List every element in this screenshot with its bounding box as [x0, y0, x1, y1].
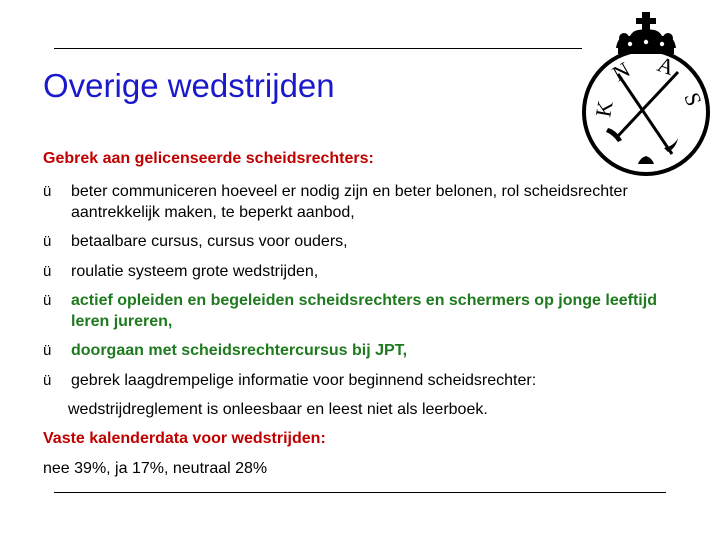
- list-item-text: doorgaan met scheidsrechtercursus bij JPT,: [71, 342, 408, 359]
- logo-letter-a: A: [654, 51, 678, 81]
- bottom-divider: [54, 492, 666, 493]
- crossed-swords-icon: [606, 72, 678, 164]
- check-icon: ü: [43, 372, 52, 389]
- list-item-text: betaalbare cursus, cursus voor ouders,: [71, 233, 348, 250]
- list-item: [43, 290, 683, 332]
- list-item: [43, 231, 683, 252]
- list-item-text: roulatie systeem grote wedstrijden,: [71, 263, 319, 280]
- page-title: Overige wedstrijden: [43, 67, 335, 104]
- top-divider: [54, 48, 582, 49]
- list-item: [43, 261, 683, 282]
- list-item-text: actief opleiden en begeleiden scheidsrechters en schermers op jonge leeftijd leren jureren,: [71, 292, 657, 330]
- list-item-text: gebrek laagdrempelige informatie voor beginnend scheidsrechter:: [71, 372, 537, 389]
- logo-letter-n: N: [608, 56, 635, 87]
- check-icon: ü: [43, 263, 52, 280]
- section-heading-calendar: Vaste kalenderdata voor wedstrijden:: [43, 430, 326, 447]
- list-item: [43, 370, 683, 391]
- knas-logo: [578, 8, 714, 176]
- logo-letter-s: S: [679, 89, 707, 110]
- list-item-text: beter communiceren hoeveel er nodig zijn en beter belonen, rol scheidsrechter aantrekkelijk maken, te beperkt aanbod,: [71, 183, 628, 221]
- crown-icon: [616, 12, 676, 54]
- list-item-continuation: wedstrijdreglement is onleesbaar en leest niet als leerboek.: [68, 401, 488, 418]
- list-item: [43, 181, 683, 223]
- list-item: [43, 340, 683, 361]
- poll-result: nee 39%, ja 17%, neutraal 28%: [43, 460, 268, 477]
- section-heading-referees: Gebrek aan gelicenseerde scheidsrechters:: [43, 150, 374, 167]
- check-icon: ü: [43, 183, 52, 200]
- logo-letter-k: K: [590, 98, 618, 119]
- check-icon: ü: [43, 292, 52, 309]
- check-icon: ü: [43, 342, 52, 359]
- check-icon: ü: [43, 233, 52, 250]
